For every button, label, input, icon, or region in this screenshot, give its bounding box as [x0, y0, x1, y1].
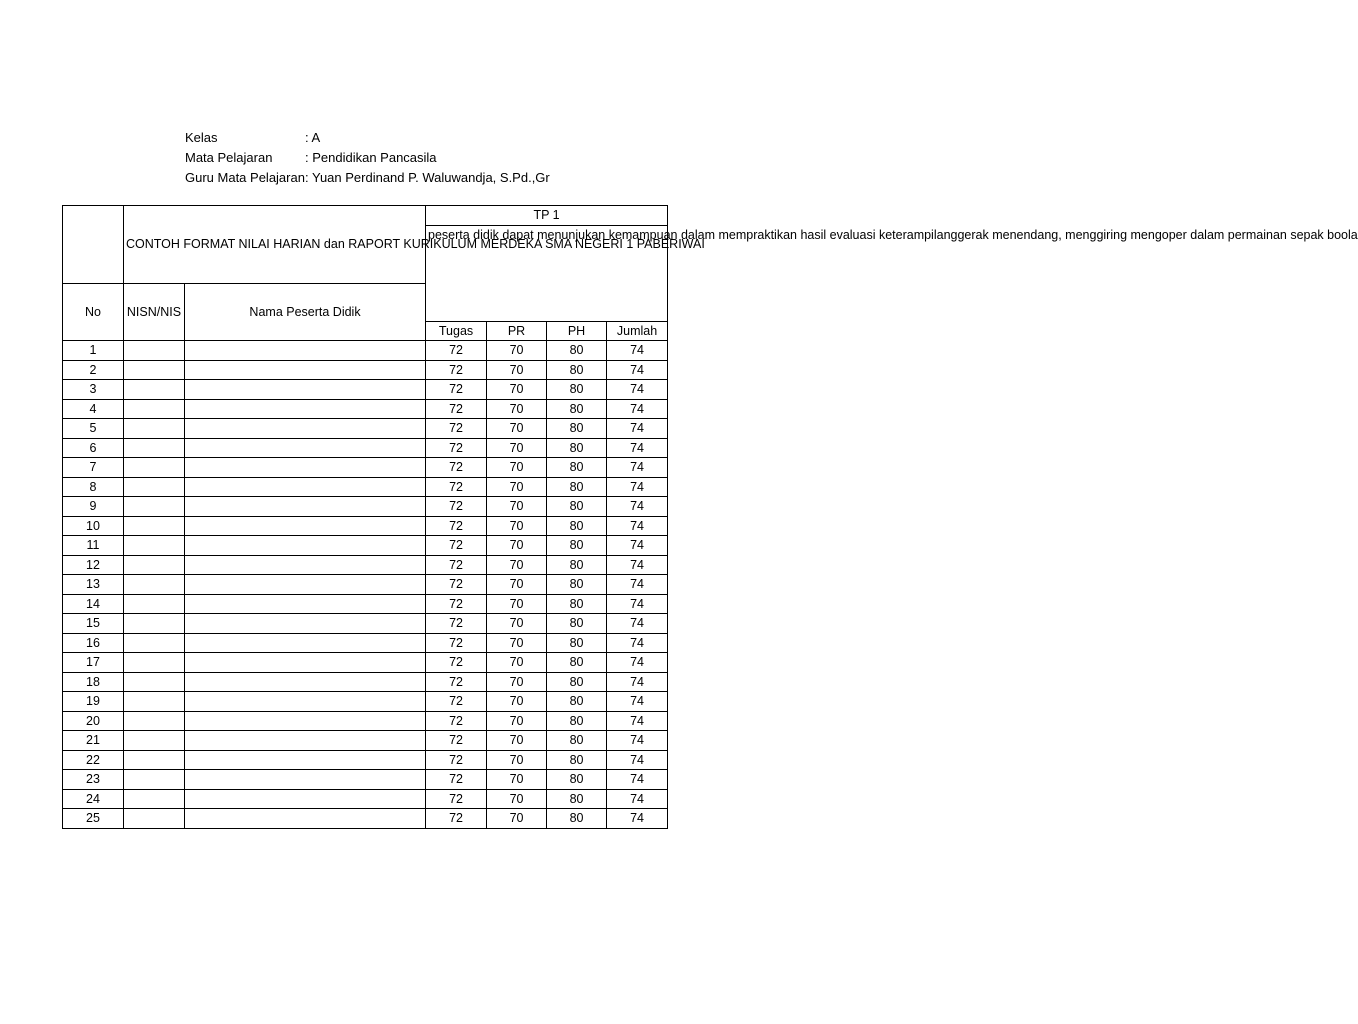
corner-blank-cell: [63, 206, 124, 284]
cell-ph: 80: [547, 477, 607, 497]
cell-nisn: [124, 419, 185, 439]
cell-nisn: [124, 614, 185, 634]
table-row: [63, 731, 668, 751]
cell-jumlah: 74: [607, 555, 668, 575]
grade-table: [62, 205, 1358, 829]
cell-tugas: 72: [426, 380, 487, 400]
col-header-pr: PR: [487, 321, 547, 341]
cell-nama: [185, 692, 426, 712]
tp-description: peserta didik dapat menunjukan kemampuan dalam mempraktikan hasil evaluasi keterampilanggerak menendang, menggiring mengoper dalam permainan sepak boola: [426, 225, 668, 321]
cell-pr: 70: [487, 516, 547, 536]
table-row: [63, 497, 668, 517]
cell-pr: 70: [487, 575, 547, 595]
cell-pr: 70: [487, 731, 547, 751]
cell-jumlah: 74: [607, 360, 668, 380]
cell-tugas: 72: [426, 497, 487, 517]
cell-ph: 80: [547, 633, 607, 653]
cell-nama: [185, 497, 426, 517]
cell-jumlah: 74: [607, 809, 668, 829]
table-row: [63, 555, 668, 575]
cell-tugas: 72: [426, 341, 487, 361]
cell-jumlah: 74: [607, 594, 668, 614]
cell-no: 15: [63, 614, 124, 634]
cell-nama: [185, 380, 426, 400]
cell-pr: 70: [487, 360, 547, 380]
cell-pr: 70: [487, 633, 547, 653]
cell-ph: 80: [547, 341, 607, 361]
cell-tugas: 72: [426, 516, 487, 536]
cell-no: 7: [63, 458, 124, 478]
table-row: [63, 789, 668, 809]
cell-tugas: 72: [426, 536, 487, 556]
cell-pr: 70: [487, 399, 547, 419]
cell-nisn: [124, 672, 185, 692]
col-header-nisn: NISN/NIS: [124, 283, 185, 341]
cell-nisn: [124, 633, 185, 653]
cell-jumlah: 74: [607, 536, 668, 556]
cell-jumlah: 74: [607, 770, 668, 790]
cell-ph: 80: [547, 419, 607, 439]
cell-nama: [185, 711, 426, 731]
cell-ph: 80: [547, 555, 607, 575]
cell-ph: 80: [547, 672, 607, 692]
cell-no: 3: [63, 380, 124, 400]
cell-nama: [185, 360, 426, 380]
mapel-label: Mata Pelajaran: [185, 150, 273, 165]
cell-pr: 70: [487, 477, 547, 497]
cell-jumlah: 74: [607, 341, 668, 361]
cell-nisn: [124, 399, 185, 419]
table-row: [63, 770, 668, 790]
table-row: [63, 458, 668, 478]
cell-no: 12: [63, 555, 124, 575]
cell-ph: 80: [547, 497, 607, 517]
cell-nisn: [124, 653, 185, 673]
cell-nisn: [124, 809, 185, 829]
table-row: [63, 360, 668, 380]
cell-jumlah: 74: [607, 731, 668, 751]
cell-nisn: [124, 750, 185, 770]
kelas-value: : A: [305, 130, 321, 145]
cell-tugas: 72: [426, 750, 487, 770]
cell-nama: [185, 341, 426, 361]
cell-pr: 70: [487, 750, 547, 770]
cell-no: 19: [63, 692, 124, 712]
cell-no: 16: [63, 633, 124, 653]
cell-jumlah: 74: [607, 711, 668, 731]
table-row: [63, 594, 668, 614]
table-row: [63, 477, 668, 497]
cell-nisn: [124, 731, 185, 751]
cell-nama: [185, 399, 426, 419]
cell-no: 17: [63, 653, 124, 673]
cell-nama: [185, 750, 426, 770]
cell-ph: 80: [547, 360, 607, 380]
cell-jumlah: 74: [607, 516, 668, 536]
table-row: [63, 750, 668, 770]
kelas-label: Kelas: [185, 130, 218, 145]
cell-jumlah: 74: [607, 419, 668, 439]
cell-nisn: [124, 380, 185, 400]
cell-pr: 70: [487, 614, 547, 634]
cell-tugas: 72: [426, 711, 487, 731]
cell-pr: 70: [487, 672, 547, 692]
cell-nisn: [124, 575, 185, 595]
cell-pr: 70: [487, 653, 547, 673]
col-header-tugas: Tugas: [426, 321, 487, 341]
cell-ph: 80: [547, 536, 607, 556]
cell-ph: 80: [547, 516, 607, 536]
cell-no: 20: [63, 711, 124, 731]
cell-tugas: 72: [426, 672, 487, 692]
cell-nama: [185, 731, 426, 751]
cell-jumlah: 74: [607, 692, 668, 712]
col-header-no: No: [63, 283, 124, 341]
guru-row: [185, 168, 550, 188]
cell-no: 23: [63, 770, 124, 790]
cell-jumlah: 74: [607, 399, 668, 419]
cell-jumlah: 74: [607, 477, 668, 497]
col-header-ph: PH: [547, 321, 607, 341]
cell-no: 24: [63, 789, 124, 809]
cell-no: 6: [63, 438, 124, 458]
col-header-nama: Nama Peserta Didik: [185, 283, 426, 341]
cell-jumlah: 74: [607, 458, 668, 478]
cell-pr: 70: [487, 692, 547, 712]
cell-no: 25: [63, 809, 124, 829]
cell-ph: 80: [547, 731, 607, 751]
cell-tugas: 72: [426, 789, 487, 809]
cell-tugas: 72: [426, 594, 487, 614]
table-row: [63, 399, 668, 419]
table-row: [63, 419, 668, 439]
table-row: [63, 438, 668, 458]
mapel-row: [185, 148, 550, 168]
cell-pr: 70: [487, 497, 547, 517]
cell-ph: 80: [547, 750, 607, 770]
cell-no: 21: [63, 731, 124, 751]
cell-no: 13: [63, 575, 124, 595]
cell-pr: 70: [487, 809, 547, 829]
cell-tugas: 72: [426, 653, 487, 673]
cell-nisn: [124, 789, 185, 809]
cell-pr: 70: [487, 380, 547, 400]
mapel-value: : Pendidikan Pancasila: [305, 150, 437, 165]
cell-pr: 70: [487, 770, 547, 790]
cell-no: 14: [63, 594, 124, 614]
cell-pr: 70: [487, 438, 547, 458]
cell-nama: [185, 438, 426, 458]
cell-nisn: [124, 770, 185, 790]
cell-nama: [185, 536, 426, 556]
cell-nama: [185, 575, 426, 595]
cell-nama: [185, 458, 426, 478]
cell-tugas: 72: [426, 419, 487, 439]
cell-no: 18: [63, 672, 124, 692]
cell-nisn: [124, 692, 185, 712]
cell-pr: 70: [487, 536, 547, 556]
table-row: [63, 653, 668, 673]
cell-nama: [185, 633, 426, 653]
cell-tugas: 72: [426, 575, 487, 595]
cell-no: 10: [63, 516, 124, 536]
cell-nama: [185, 614, 426, 634]
kelas-row: [185, 128, 550, 148]
table-row: [63, 614, 668, 634]
cell-tugas: 72: [426, 692, 487, 712]
cell-no: 9: [63, 497, 124, 517]
cell-tugas: 72: [426, 399, 487, 419]
cell-nisn: [124, 438, 185, 458]
cell-nama: [185, 789, 426, 809]
cell-nama: [185, 594, 426, 614]
cell-tugas: 72: [426, 770, 487, 790]
cell-nisn: [124, 516, 185, 536]
cell-no: 1: [63, 341, 124, 361]
cell-nama: [185, 672, 426, 692]
cell-no: 5: [63, 419, 124, 439]
cell-ph: 80: [547, 380, 607, 400]
cell-pr: 70: [487, 789, 547, 809]
guru-value: : Yuan Perdinand P. Waluwandja, S.Pd.,Gr: [305, 170, 550, 185]
cell-ph: 80: [547, 438, 607, 458]
cell-nama: [185, 516, 426, 536]
cell-jumlah: 74: [607, 750, 668, 770]
cell-ph: 80: [547, 575, 607, 595]
cell-nisn: [124, 458, 185, 478]
cell-no: 8: [63, 477, 124, 497]
cell-jumlah: 74: [607, 575, 668, 595]
cell-no: 4: [63, 399, 124, 419]
cell-tugas: 72: [426, 614, 487, 634]
cell-tugas: 72: [426, 438, 487, 458]
cell-ph: 80: [547, 594, 607, 614]
cell-nisn: [124, 594, 185, 614]
table-row: [63, 672, 668, 692]
cell-nisn: [124, 497, 185, 517]
cell-ph: 80: [547, 458, 607, 478]
col-header-jumlah: Jumlah: [607, 321, 668, 341]
cell-tugas: 72: [426, 555, 487, 575]
cell-tugas: 72: [426, 458, 487, 478]
table-row: [63, 692, 668, 712]
cell-ph: 80: [547, 789, 607, 809]
cell-jumlah: 74: [607, 653, 668, 673]
cell-nisn: [124, 536, 185, 556]
cell-nama: [185, 809, 426, 829]
cell-jumlah: 74: [607, 380, 668, 400]
cell-ph: 80: [547, 692, 607, 712]
cell-pr: 70: [487, 458, 547, 478]
table-row: [63, 633, 668, 653]
cell-nisn: [124, 341, 185, 361]
cell-no: 22: [63, 750, 124, 770]
cell-jumlah: 74: [607, 633, 668, 653]
cell-no: 11: [63, 536, 124, 556]
cell-nisn: [124, 555, 185, 575]
table-title: CONTOH FORMAT NILAI HARIAN dan RAPORT KURIKULUM MERDEKA SMA NEGERI 1 PABERIWAI: [124, 206, 426, 284]
table-row: [63, 575, 668, 595]
cell-jumlah: 74: [607, 438, 668, 458]
cell-jumlah: 74: [607, 672, 668, 692]
cell-nisn: [124, 477, 185, 497]
cell-tugas: 72: [426, 731, 487, 751]
table-row: [63, 809, 668, 829]
table-row: [63, 516, 668, 536]
cell-pr: 70: [487, 341, 547, 361]
cell-ph: 80: [547, 653, 607, 673]
guru-label: Guru Mata Pelajaran: [185, 170, 305, 185]
cell-ph: 80: [547, 770, 607, 790]
cell-pr: 70: [487, 594, 547, 614]
cell-ph: 80: [547, 399, 607, 419]
tp-label: TP 1: [426, 206, 668, 226]
cell-nisn: [124, 711, 185, 731]
cell-tugas: 72: [426, 477, 487, 497]
cell-nama: [185, 653, 426, 673]
cell-tugas: 72: [426, 633, 487, 653]
cell-nama: [185, 419, 426, 439]
cell-nisn: [124, 360, 185, 380]
cell-ph: 80: [547, 809, 607, 829]
cell-nama: [185, 555, 426, 575]
class-info: [185, 128, 550, 188]
cell-ph: 80: [547, 711, 607, 731]
cell-pr: 70: [487, 419, 547, 439]
cell-tugas: 72: [426, 360, 487, 380]
cell-pr: 70: [487, 711, 547, 731]
cell-tugas: 72: [426, 809, 487, 829]
cell-jumlah: 74: [607, 614, 668, 634]
table-row: [63, 536, 668, 556]
table-row: [63, 711, 668, 731]
cell-no: 2: [63, 360, 124, 380]
cell-nama: [185, 477, 426, 497]
table-row: [63, 380, 668, 400]
cell-ph: 80: [547, 614, 607, 634]
cell-nama: [185, 770, 426, 790]
cell-jumlah: 74: [607, 497, 668, 517]
cell-jumlah: 74: [607, 789, 668, 809]
table-row: [63, 341, 668, 361]
cell-pr: 70: [487, 555, 547, 575]
